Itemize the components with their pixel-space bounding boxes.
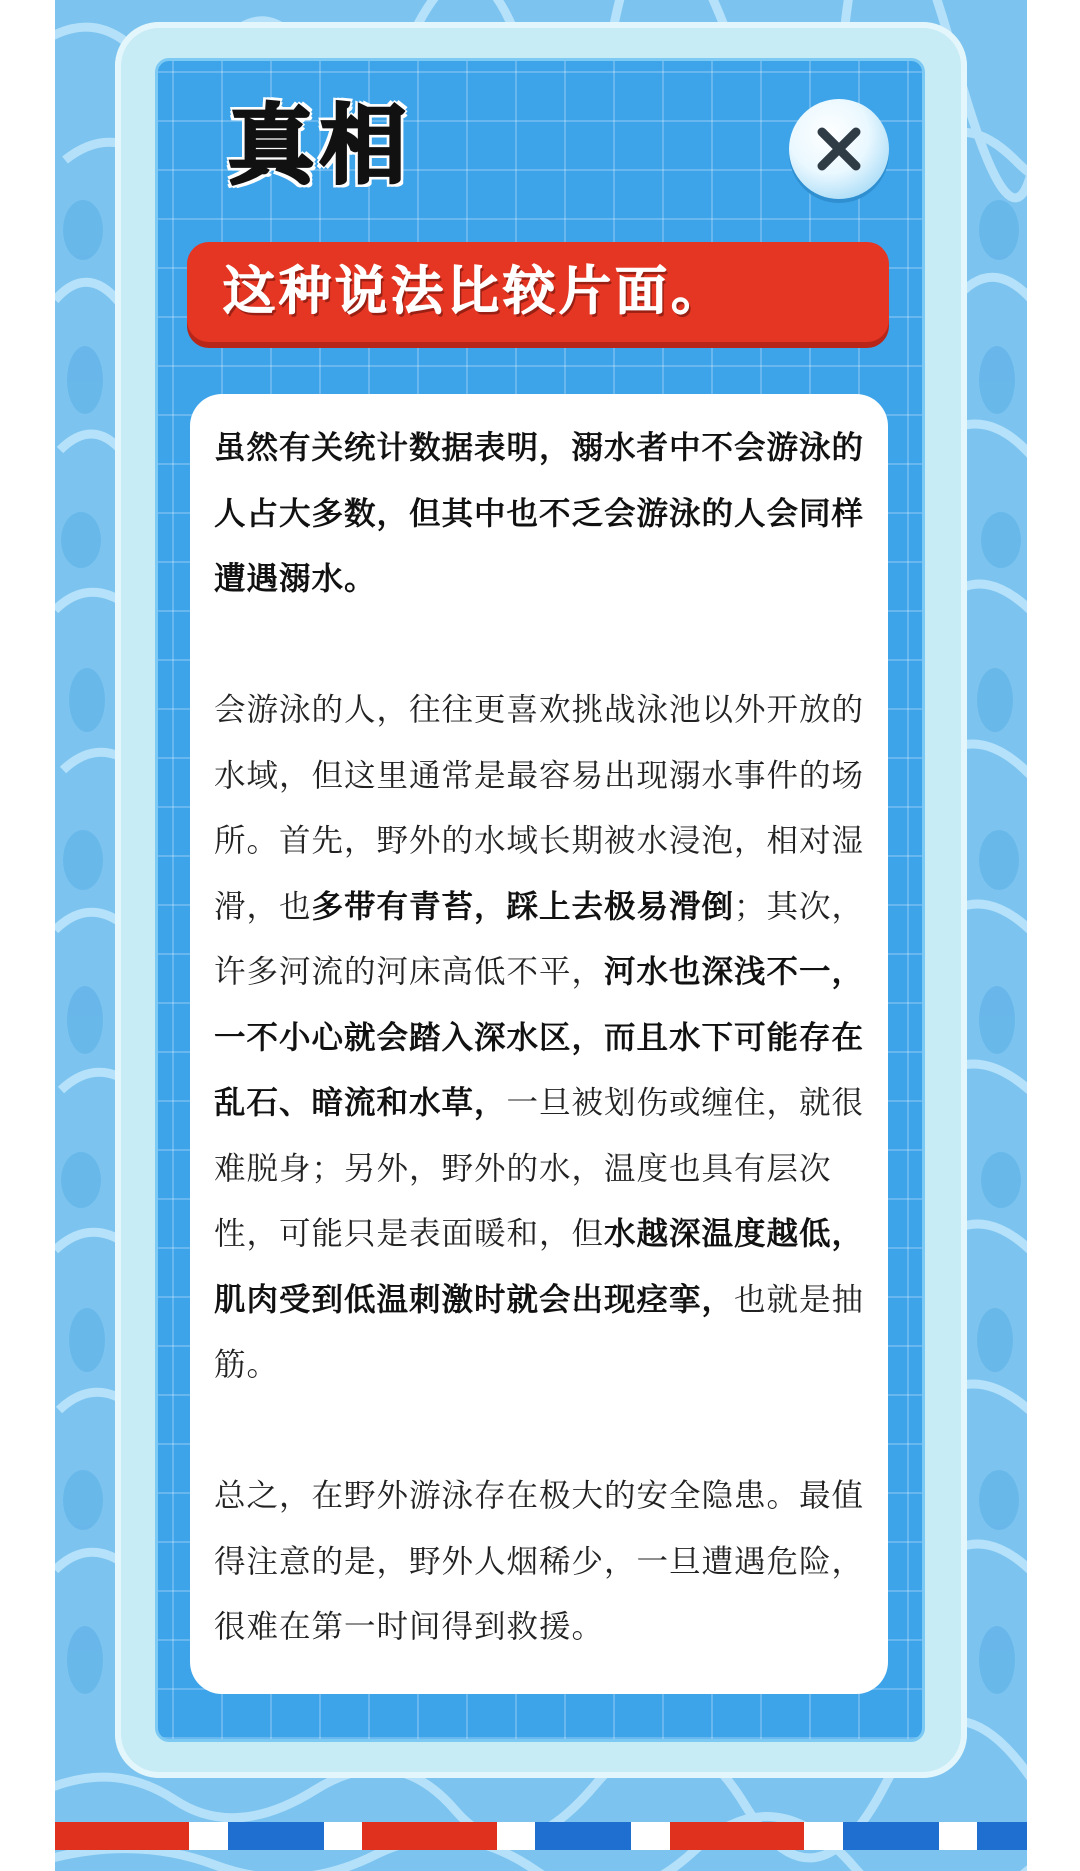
article-text xyxy=(214,416,866,1661)
text-run: 会游泳的人，往往更喜欢挑战泳池以外开放的水域，但这里通常是最容易出现溺水事件的场所。首先，野外的水域长期被水浸泡，相对湿滑，也 xyxy=(214,692,865,925)
text-run-bold: 河水也深浅不一，一不小心就会踏入深水区，而且水下可能存在乱石、暗流和水草， xyxy=(214,954,865,1121)
content-card xyxy=(190,394,888,1694)
text-run: ；其次，许多河流的河床高低不平， xyxy=(214,888,865,990)
stripe-segment-red xyxy=(362,1822,496,1850)
stripe-segment-blue xyxy=(228,1822,324,1850)
close-button[interactable] xyxy=(789,99,889,199)
paragraph-gap xyxy=(214,613,866,679)
stripe-segment-white xyxy=(631,1822,669,1850)
text-run: 一旦被划伤或缠住，就很难脱身；另外，野外的水，温度也具有层次性，可能只是表面暖和，但 xyxy=(214,1085,865,1252)
lane-stripe xyxy=(55,1822,1027,1850)
stripe-segment-blue xyxy=(535,1822,631,1850)
paragraph-intro: 虽然有关统计数据表明，溺水者中不会游泳的人占大多数，但其中也不乏会游泳的人会同样遭遇溺水。 xyxy=(214,430,865,597)
stripe-segment-white xyxy=(324,1822,362,1850)
verdict-text: 这种说法比较片面。 xyxy=(223,262,728,322)
stripe-segment-red xyxy=(670,1822,804,1850)
stripe-segment-blue xyxy=(977,1822,1027,1850)
paragraph-gap xyxy=(214,1399,866,1465)
stripe-segment-blue xyxy=(843,1822,939,1850)
text-run: 也就是抽筋。 xyxy=(214,1281,865,1383)
stripe-segment-white xyxy=(189,1822,227,1850)
paragraph-conclusion: 总之，在野外游泳存在极大的安全隐患。最值得注意的是，野外人烟稀少，一旦遭遇危险，很难在第一时间得到救援。 xyxy=(214,1478,865,1645)
text-run-bold: 多带有青苔，踩上去极易滑倒 xyxy=(311,888,735,925)
stripe-segment-white xyxy=(804,1822,842,1850)
verdict-banner xyxy=(187,242,889,342)
paragraph-explanation xyxy=(214,678,866,1399)
page-title: 真相 xyxy=(228,96,412,196)
stripe-segment-white xyxy=(939,1822,977,1850)
text-run-bold: 水越深温度越低，肌肉受到低温刺激时就会出现痉挛， xyxy=(214,1216,865,1318)
stripe-segment-white xyxy=(497,1822,535,1850)
close-icon xyxy=(814,124,864,174)
stripe-segment-red xyxy=(55,1822,189,1850)
